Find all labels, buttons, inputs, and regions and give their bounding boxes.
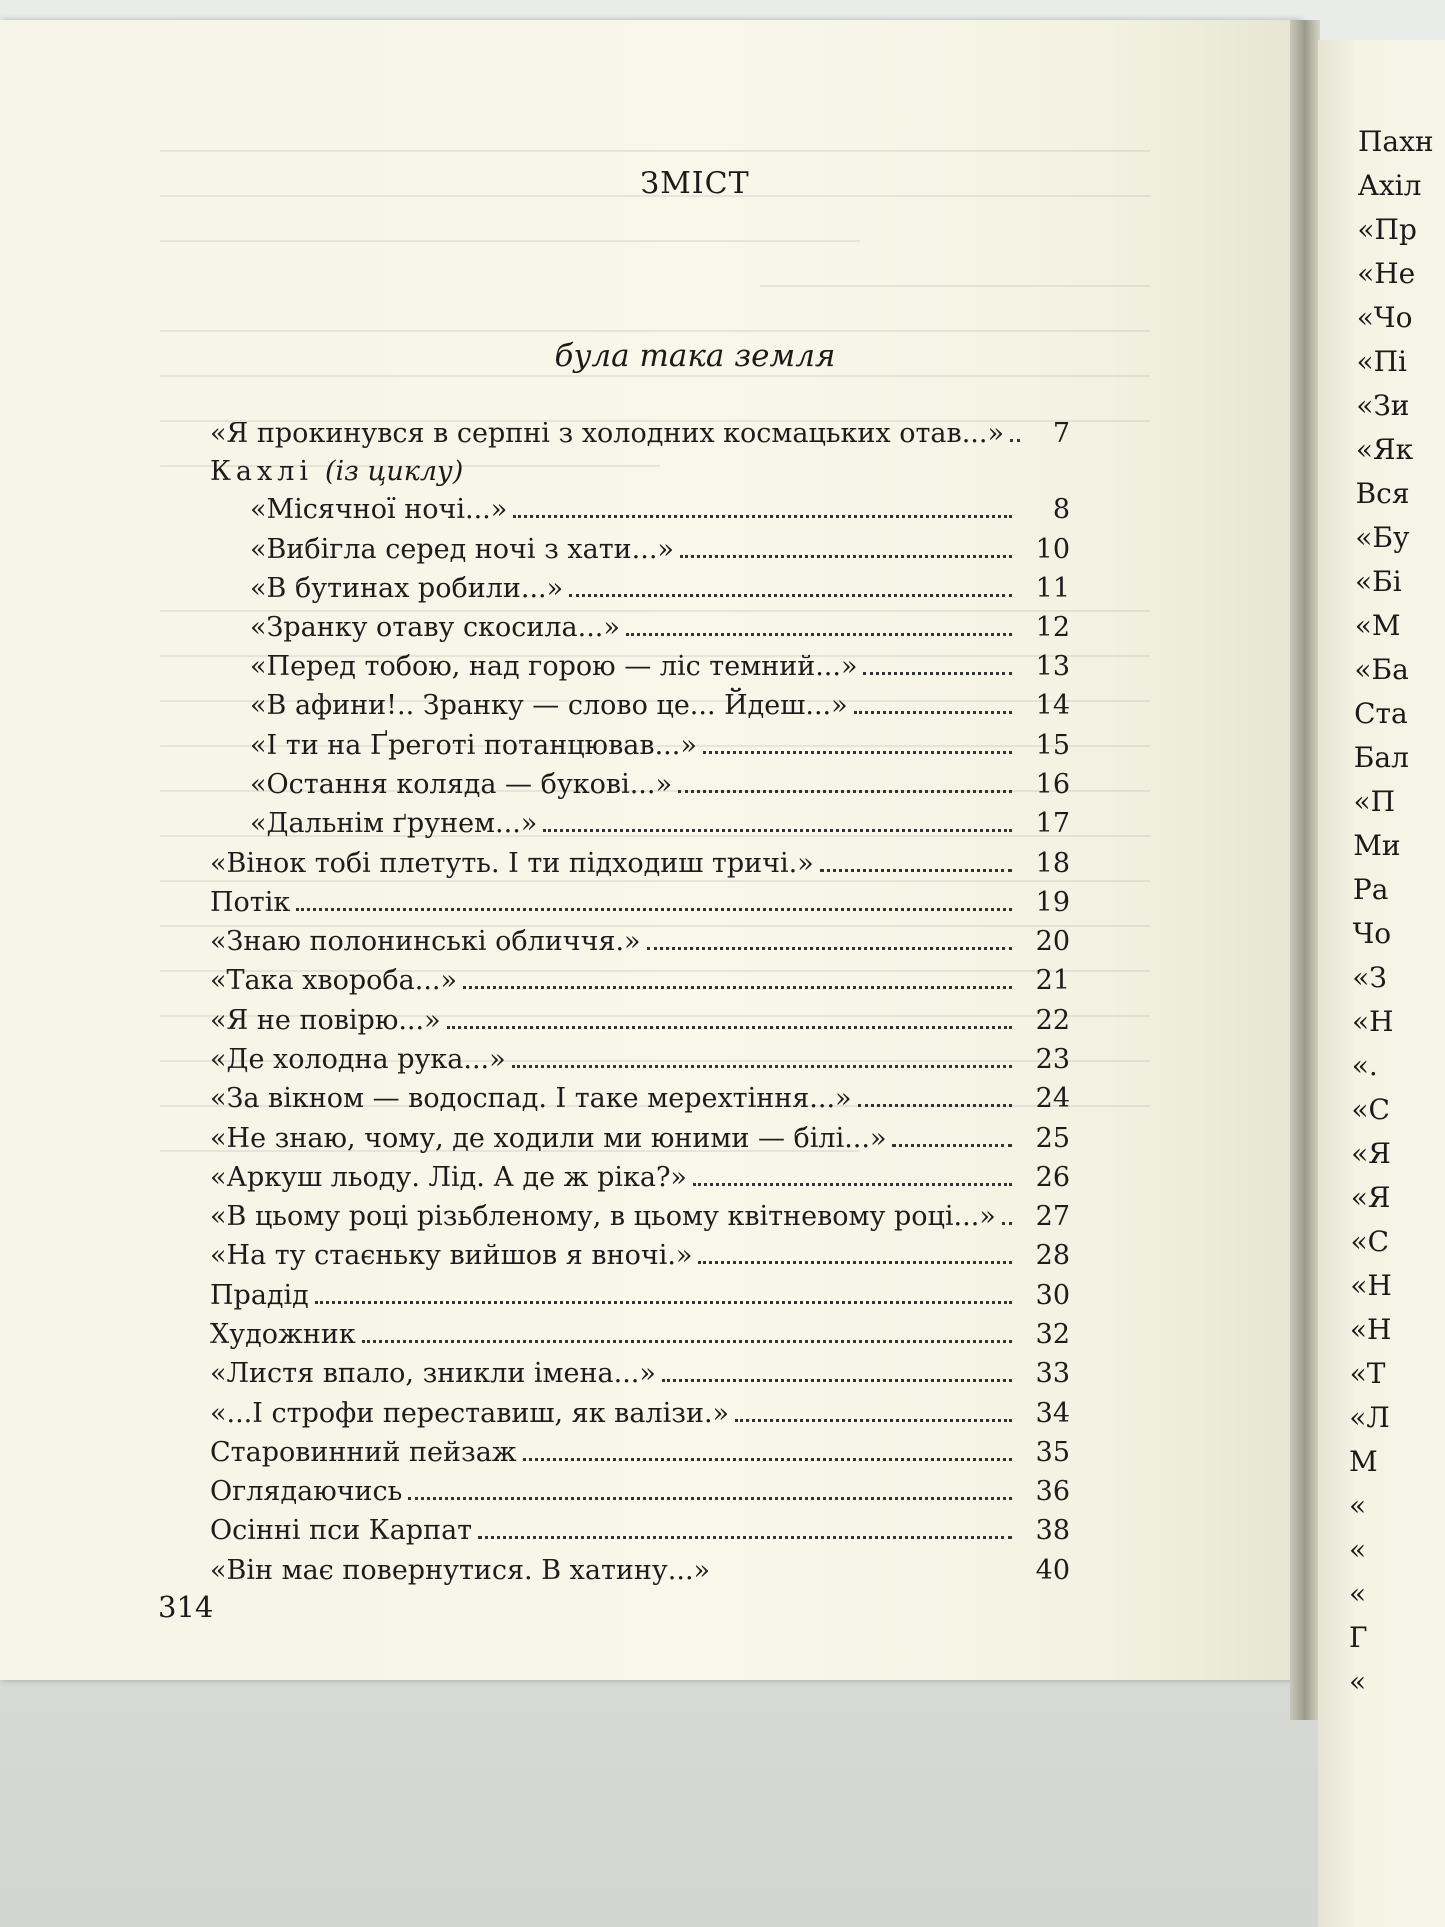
facing-page-line: «	[1349, 1577, 1367, 1610]
toc-entry	[210, 1476, 1070, 1514]
facing-page-line: «Пі	[1356, 345, 1408, 378]
cycle-note: (із циклу)	[325, 456, 464, 487]
toc-entry-title: «І ти на Ґреготі потанцював...»	[250, 730, 697, 761]
toc-entries	[0, 20, 1300, 1680]
section-title: була така земля	[554, 338, 836, 374]
toc-entry	[210, 1162, 1070, 1200]
toc-entry-title: «Він має повернутися. В хатину...»	[210, 1555, 711, 1586]
facing-page-line: Ми	[1353, 829, 1401, 862]
facing-page-line: «Н	[1352, 1005, 1394, 1038]
toc-entry-title: «Місячної ночі...»	[250, 494, 508, 525]
dot-leader	[858, 1084, 1012, 1107]
toc-entry-page: 8	[1052, 494, 1070, 525]
dot-leader	[543, 809, 1012, 832]
dot-leader	[408, 1477, 1012, 1500]
facing-page-line: «Т	[1349, 1357, 1386, 1390]
page-number: 314	[158, 1590, 214, 1624]
toc-entry-page: 32	[1035, 1319, 1070, 1350]
facing-page-line: «	[1349, 1533, 1367, 1566]
toc-entry-page: 28	[1035, 1240, 1070, 1271]
toc-entry-title: Художник	[210, 1319, 356, 1350]
toc-entry	[210, 1005, 1070, 1043]
facing-page-line: «Л	[1349, 1401, 1390, 1434]
facing-page-line: «Не	[1357, 257, 1416, 290]
toc-entry	[210, 1515, 1070, 1553]
dot-leader	[693, 1163, 1012, 1186]
toc-entry	[250, 730, 1070, 768]
toc-entry	[210, 848, 1070, 886]
toc-entry-page: 30	[1035, 1280, 1070, 1311]
toc-entry-title: «Аркуш льоду. Лід. А де ж ріка?»	[210, 1162, 687, 1193]
toc-entry	[250, 494, 1070, 532]
facing-page-line: Бал	[1353, 741, 1409, 774]
toc-entry-title: «Така хвороба...»	[210, 965, 458, 996]
toc-entry	[210, 1201, 1070, 1239]
toc-entry-page: 19	[1035, 887, 1070, 918]
toc-entry-title: «В цьому році різьбленому, в цьому квітневому році...»	[210, 1201, 996, 1232]
toc-entry-title: Оглядаючись	[210, 1476, 403, 1507]
dot-leader	[447, 1006, 1012, 1029]
facing-page-line: «Пр	[1357, 213, 1417, 246]
toc-entry-title: «В бутинах робили...»	[250, 573, 564, 604]
toc-entry-page: 24	[1035, 1083, 1070, 1114]
toc-entry	[210, 1123, 1070, 1161]
toc-entry-title: Потік	[210, 887, 291, 918]
facing-page-line: «С	[1351, 1093, 1390, 1126]
dot-leader	[513, 495, 1012, 518]
cycle-name: Кахлі	[210, 456, 314, 487]
toc-entry-page: 22	[1035, 1005, 1070, 1036]
toc-entry-title: Старовинний пейзаж	[210, 1437, 517, 1468]
toc-entry-page: 33	[1035, 1358, 1070, 1389]
toc-entry-page: 23	[1035, 1044, 1070, 1075]
toc-entry-title: «В афини!.. Зранку — слово це... Йдеш...»	[250, 690, 848, 721]
toc-entry-title: Прадід	[210, 1280, 309, 1311]
facing-page-line: Вся	[1355, 477, 1410, 510]
toc-entry-page: 35	[1035, 1437, 1070, 1468]
dot-leader	[463, 966, 1012, 989]
dot-leader	[315, 1281, 1012, 1304]
toc-entry	[250, 690, 1070, 728]
facing-page-line: Чо	[1352, 917, 1392, 950]
toc-entry-title: «Вибігла серед ночі з хати...»	[250, 534, 674, 565]
dot-leader	[662, 1359, 1012, 1382]
toc-entry	[210, 418, 1070, 456]
dot-leader	[680, 535, 1012, 558]
toc-entry	[210, 965, 1070, 1003]
toc-entry	[250, 769, 1070, 807]
book-gutter	[1290, 20, 1320, 1720]
toc-entry-title: «Де холодна рука...»	[210, 1044, 506, 1075]
facing-page-line: «Бу	[1355, 521, 1410, 554]
toc-entry	[210, 1083, 1070, 1121]
toc-entry-title: «Остання коляда — букові...»	[250, 769, 672, 800]
toc-entry-title: «Дальнім ґрунем...»	[250, 808, 538, 839]
facing-page-line: «П	[1353, 785, 1396, 818]
facing-page-line: М	[1349, 1445, 1378, 1478]
toc-entry	[210, 1240, 1070, 1278]
facing-page-line: «	[1349, 1665, 1367, 1698]
dot-leader	[647, 927, 1012, 950]
toc-entry-page: 13	[1035, 651, 1070, 682]
toc-entry	[250, 573, 1070, 611]
toc-entry-page: 27	[1035, 1201, 1070, 1232]
toc-entry-title: «Вінок тобі плетуть. І ти підходиш тричі.»	[210, 848, 814, 879]
toc-entry	[210, 1319, 1070, 1357]
facing-page-line: «Чо	[1356, 301, 1413, 334]
toc-entry-page: 15	[1035, 730, 1070, 761]
toc-entry	[210, 1044, 1070, 1082]
dot-leader	[512, 1045, 1012, 1068]
toc-entry-page: 7	[1052, 418, 1070, 449]
toc-entry-page: 16	[1035, 769, 1070, 800]
toc-entry	[250, 612, 1070, 650]
facing-page-line: Ста	[1354, 697, 1408, 730]
toc-entry-title: «Зранку отаву скосила...»	[250, 612, 620, 643]
toc-entry-title: «За вікном — водоспад. І таке мерехтіння...»	[210, 1083, 852, 1114]
toc-entry-page: 17	[1035, 808, 1070, 839]
toc-entry-title: «На ту стаєньку вийшов я вночі.»	[210, 1240, 693, 1271]
facing-page-line: «М	[1354, 609, 1401, 642]
dot-leader	[478, 1516, 1012, 1539]
facing-page-line: «Як	[1355, 433, 1414, 466]
toc-entry-title: Осінні пси Карпат	[210, 1515, 473, 1546]
facing-page-line: Г	[1349, 1621, 1368, 1654]
toc-entry-page: 11	[1035, 573, 1070, 604]
dot-leader	[1010, 419, 1020, 442]
toc-entry-title: «Листя впало, зникли імена...»	[210, 1358, 656, 1389]
toc-entry	[210, 1358, 1070, 1396]
facing-page-line: Ахіл	[1357, 169, 1422, 202]
facing-page-line: «Я	[1351, 1137, 1391, 1170]
facing-page-line: «Зи	[1356, 389, 1410, 422]
dot-leader	[678, 770, 1012, 793]
toc-entry-page: 38	[1035, 1515, 1070, 1546]
toc-entry	[250, 534, 1070, 572]
dot-leader	[523, 1438, 1012, 1461]
toc-entry-page: 26	[1035, 1162, 1070, 1193]
toc-entry-page: 20	[1035, 926, 1070, 957]
toc-entry-page: 25	[1035, 1123, 1070, 1154]
toc-entry	[210, 1555, 1070, 1593]
dot-leader	[703, 731, 1012, 754]
dot-leader	[1002, 1202, 1012, 1225]
dot-leader	[626, 613, 1012, 636]
facing-page-line: «З	[1352, 961, 1387, 994]
dot-leader	[735, 1399, 1012, 1422]
toc-entry	[210, 1437, 1070, 1475]
toc-entry-title: «Не знаю, чому, де ходили ми юними — білі...»	[210, 1123, 887, 1154]
toc-entry-page: 12	[1035, 612, 1070, 643]
toc-entry	[210, 1398, 1070, 1436]
dot-leader	[362, 1320, 1012, 1343]
toc-entry	[210, 926, 1070, 964]
toc-entry-title: «Перед тобою, над горою — ліс темний...»	[250, 651, 858, 682]
toc-entry-page: 14	[1035, 690, 1070, 721]
dot-leader	[569, 574, 1012, 597]
toc-entry-page: 40	[1035, 1555, 1070, 1586]
facing-page-line: «	[1349, 1489, 1367, 1522]
dot-leader	[854, 691, 1012, 714]
facing-page-line: «Ба	[1354, 653, 1409, 686]
facing-page-line: «Н	[1350, 1269, 1392, 1302]
facing-page-line: «Я	[1350, 1181, 1391, 1214]
dot-leader	[892, 1124, 1012, 1147]
dot-leader	[698, 1241, 1012, 1264]
facing-page-line: «Бі	[1355, 565, 1402, 598]
toc-entry	[210, 887, 1070, 925]
left-page	[0, 20, 1300, 1680]
toc-entry-page: 18	[1035, 848, 1070, 879]
toc-entry	[250, 808, 1070, 846]
toc-entry	[250, 651, 1070, 689]
toc-entry-page: 34	[1035, 1398, 1070, 1429]
facing-page-line: «.	[1351, 1049, 1378, 1082]
facing-page-line: Пахн	[1358, 125, 1434, 158]
dot-leader	[716, 1559, 1012, 1579]
facing-page-line: «С	[1350, 1225, 1390, 1258]
toc-entry-title: «...І строфи переставиш, як валізи.»	[210, 1398, 730, 1429]
dot-leader	[296, 888, 1012, 911]
toc-entry-page: 36	[1035, 1476, 1070, 1507]
toc-entry-title: «Я не повірю...»	[210, 1005, 441, 1036]
dot-leader	[863, 652, 1012, 675]
facing-page-line: Ра	[1352, 873, 1389, 906]
toc-entry-page: 10	[1035, 534, 1070, 565]
toc-entry-title: «Знаю полонинські обличчя.»	[210, 926, 641, 957]
page-title: ЗМІСТ	[640, 166, 750, 201]
facing-page	[1318, 40, 1445, 1927]
facing-page-line: «Н	[1349, 1313, 1392, 1346]
toc-entry-page: 21	[1035, 965, 1070, 996]
toc-entry	[210, 1280, 1070, 1318]
dot-leader	[820, 849, 1012, 872]
toc-entry-title: «Я прокинувся в серпні з холодних космацьких отав...»	[210, 418, 1004, 449]
